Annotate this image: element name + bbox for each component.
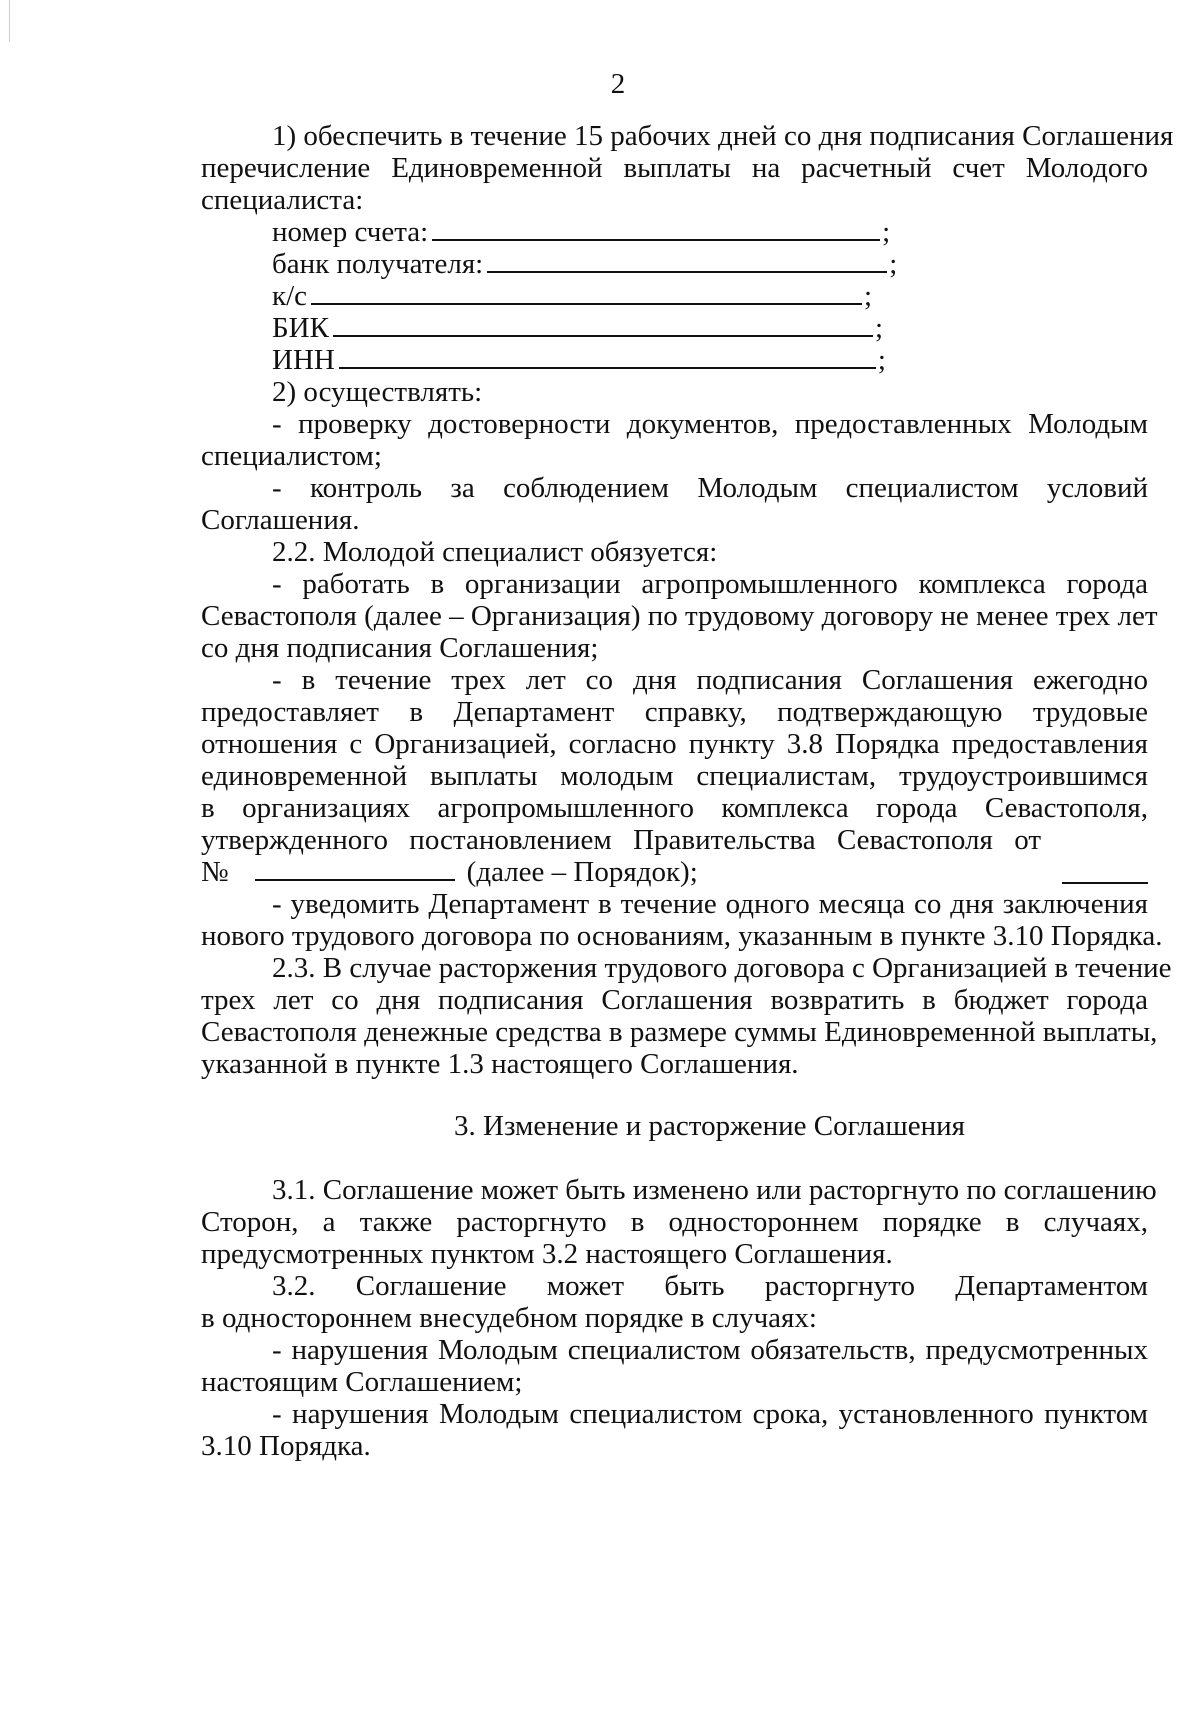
item2-a-line1: - проверку достоверности документов, предоставленных Молодым — [272, 408, 1148, 440]
clause-3-2-b-line1: - нарушения Молодым специалистом срока, установленного пунктом — [272, 1398, 1148, 1430]
clause-3-2-line2: в одностороннем внесудебном порядке в случаях: — [201, 1302, 817, 1334]
item2-b-line2: Соглашения. — [201, 504, 360, 536]
section-3-title: 3. Изменение и расторжение Соглашения — [454, 1110, 965, 1142]
clause-3-2-a-line2: настоящим Соглашением; — [201, 1366, 523, 1398]
decree-number-blank — [255, 855, 455, 881]
field-label: БИК — [272, 312, 329, 344]
field-label: банк получателя: — [272, 248, 484, 280]
clause-2-2-b-line7 — [201, 854, 698, 890]
clause-2-2-b-line1: - в течение трех лет со дня подписания Соглашения ежегодно — [272, 664, 1148, 696]
clause-2-2-c-line2: нового трудового договора по основаниям, указанным в пункте 3.10 Порядка. — [201, 920, 1163, 952]
clause-2-2-b-line5: в организациях агропромышленного комплекса города Севастополя, — [201, 792, 1148, 824]
field-end: ; — [882, 216, 891, 248]
field-end: ; — [864, 280, 873, 312]
field-end: ; — [874, 312, 884, 344]
item1-line1: 1) обеспечить в течение 15 рабочих дней со дня подписания Соглашения — [272, 120, 1174, 152]
correspondent-account-blank — [311, 279, 862, 305]
item2-a-line2: специалистом; — [201, 440, 382, 472]
clause-2-3-line1: 2.3. В случае расторжения трудового договора с Организацией в течение — [272, 952, 1172, 984]
field-bank-name — [272, 246, 897, 282]
clause-3-2-line1: 3.2. Соглашение может быть расторгнуто Департаментом — [272, 1270, 1148, 1302]
field-end: ; — [889, 248, 898, 280]
account-number-blank — [432, 215, 880, 241]
number-sign: № — [201, 856, 229, 888]
item1-line2: перечисление Единовременной выплаты на расчетный счет Молодого — [201, 152, 1148, 184]
clause-3-1-line1: 3.1. Соглашение может быть изменено или расторгнуто по соглашению — [272, 1174, 1157, 1206]
clause-2-2-b-line2: предоставляет в Департамент справку, подтверждающую трудовые — [201, 696, 1148, 728]
item2-b-line1: - контроль за соблюдением Молодым специалистом условий — [272, 472, 1148, 504]
field-account-number — [272, 214, 890, 250]
field-correspondent-account — [272, 278, 872, 314]
item2-heading: 2) осуществлять: — [272, 376, 483, 408]
clause-2-3-line2: трех лет со дня подписания Соглашения возвратить в бюджет города — [201, 984, 1148, 1016]
clause-2-3-line3: Севастополя денежные средства в размере суммы Единовременной выплаты, — [201, 1016, 1158, 1048]
bik-blank — [333, 311, 873, 337]
clause-2-2-a-line3: со дня подписания Соглашения; — [201, 632, 599, 664]
field-inn — [272, 342, 886, 378]
field-label: номер счета: — [272, 216, 429, 248]
field-label: ИНН — [272, 344, 335, 376]
item1-line3: специалиста: — [201, 184, 364, 216]
clause-2-2-heading: 2.2. Молодой специалист обязуется: — [272, 536, 718, 568]
date-blank — [1062, 882, 1148, 884]
clause-2-2-b-line3: отношения с Организацией, согласно пункту 3.8 Порядка предоставления — [201, 728, 1148, 760]
clause-2-2-a-line1: - работать в организации агропромышленного комплекса города — [272, 568, 1148, 600]
clause-3-1-line3: предусмотренных пунктом 3.2 настоящего Соглашения. — [201, 1238, 893, 1270]
clause-3-2-b-line2: 3.10 Порядка. — [201, 1430, 371, 1462]
clause-2-2-b-line4: единовременной выплаты молодым специалистам, трудоустроившимся — [201, 760, 1148, 792]
clause-2-2-a-line2: Севастополя (далее – Организация) по трудовому договору не менее трех лет — [201, 600, 1158, 632]
scan-edge-line — [9, 0, 10, 42]
clause-3-2-a-line1: - нарушения Молодым специалистом обязательств, предусмотренных — [272, 1334, 1148, 1366]
field-bik — [272, 310, 883, 346]
decree-tail: (далее – Порядок); — [466, 856, 698, 888]
clause-2-2-c-line1: - уведомить Департамент в течение одного месяца со дня заключения — [272, 888, 1148, 920]
field-label: к/с — [272, 280, 308, 312]
inn-blank — [339, 343, 876, 369]
clause-2-2-b-line6: утвержденного постановлением Правительства Севастополя от — [201, 824, 1041, 856]
bank-name-blank — [487, 247, 887, 273]
field-end: ; — [877, 344, 886, 376]
page-number: 2 — [610, 68, 626, 100]
clause-2-3-line4: указанной в пункте 1.3 настоящего Соглашения. — [201, 1048, 799, 1080]
clause-3-1-line2: Сторон, а также расторгнуто в одностороннем порядке в случаях, — [201, 1206, 1148, 1238]
